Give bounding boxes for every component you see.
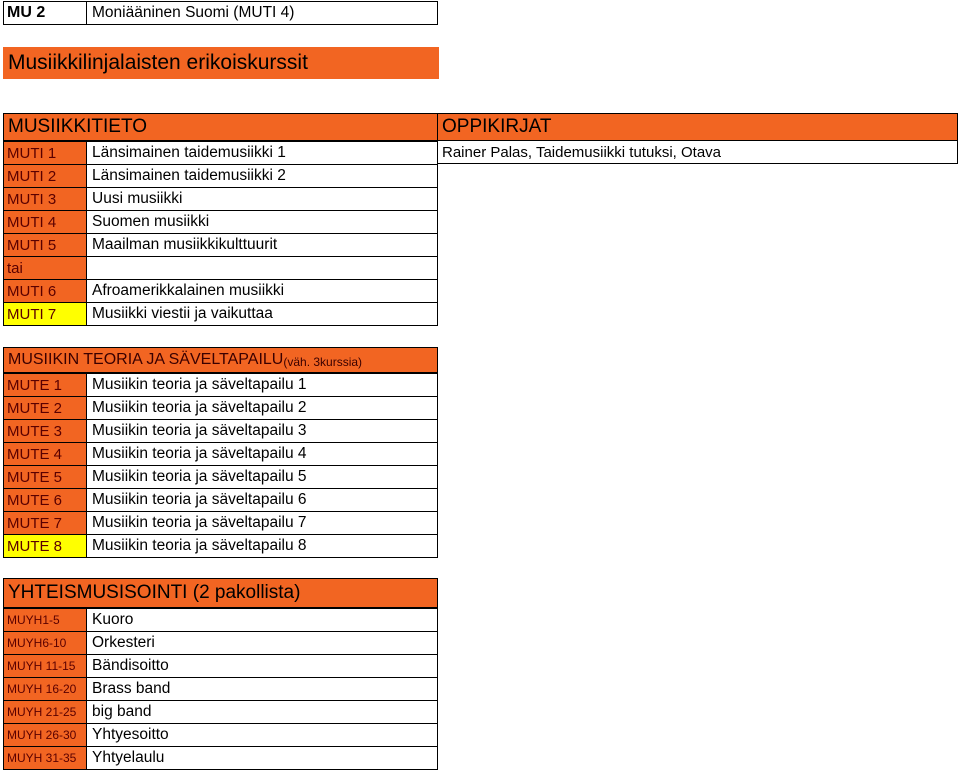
row-code: tai: [3, 256, 87, 280]
top-row-code: MU 2: [3, 1, 87, 25]
row-name: Musiikin teoria ja säveltapailu 5: [86, 465, 438, 489]
row-name: Länsimainen taidemusiikki 2: [86, 164, 438, 188]
row-name: Yhtyesoitto: [86, 723, 438, 747]
row-name: Brass band: [86, 677, 438, 701]
row-name: Musiikin teoria ja säveltapailu 3: [86, 419, 438, 443]
row-name: Afroamerikkalainen musiikki: [86, 279, 438, 303]
row-code: MUYH6-10: [3, 631, 87, 655]
row-name: Maailman musiikkikulttuurit: [86, 233, 438, 257]
row-name: Bändisoitto: [86, 654, 438, 678]
row-code: MUYH 16-20: [3, 677, 87, 701]
row-code: MUTI 4: [3, 210, 87, 234]
row-name: Musiikki viestii ja vaikuttaa: [86, 302, 438, 326]
page-title: Musiikkilinjalaisten erikoiskurssit: [3, 47, 439, 79]
row-code: MUTE 5: [3, 465, 87, 489]
row-name: Orkesteri: [86, 631, 438, 655]
row-name: Musiikin teoria ja säveltapailu 8: [86, 534, 438, 558]
row-code: MUYH 11-15: [3, 654, 87, 678]
row-code: MUTE 8: [3, 534, 87, 558]
row-name: Musiikin teoria ja säveltapailu 2: [86, 396, 438, 420]
row-code: MUTE 2: [3, 396, 87, 420]
yhteismusisointi-header: YHTEISMUSISOINTI (2 pakollista): [3, 578, 438, 608]
row-code: MUTE 6: [3, 488, 87, 512]
teoria-header: [3, 347, 438, 373]
teoria-header-note: (väh. 3kurssia): [283, 355, 363, 369]
row-name: Länsimainen taidemusiikki 1: [86, 141, 438, 165]
row-name: Musiikin teoria ja säveltapailu 4: [86, 442, 438, 466]
row-code: MUYH1-5: [3, 608, 87, 632]
row-code: MUTI 2: [3, 164, 87, 188]
row-code: MUTI 6: [3, 279, 87, 303]
row-code: MUTE 7: [3, 511, 87, 535]
row-name: big band: [86, 700, 438, 724]
row-name: Uusi musiikki: [86, 187, 438, 211]
row-code: MUYH 21-25: [3, 700, 87, 724]
row-code: MUYH 26-30: [3, 723, 87, 747]
oppikirjat-header: OPPIKIRJAT: [437, 113, 958, 141]
row-code: MUTI 7: [3, 302, 87, 326]
row-name: Musiikin teoria ja säveltapailu 1: [86, 373, 438, 397]
row-name: Musiikin teoria ja säveltapailu 6: [86, 488, 438, 512]
row-name: Musiikin teoria ja säveltapailu 7: [86, 511, 438, 535]
row-name: Kuoro: [86, 608, 438, 632]
row-code: MUTI 5: [3, 233, 87, 257]
row-name: Yhtyelaulu: [86, 746, 438, 770]
row-code: MUTE 4: [3, 442, 87, 466]
row-code: MUYH 31-35: [3, 746, 87, 770]
row-name: [86, 256, 438, 280]
row-code: MUTE 1: [3, 373, 87, 397]
row-code: MUTI 1: [3, 141, 87, 165]
teoria-header-title: MUSIIKIN TEORIA JA SÄVELTAPAILU: [8, 351, 284, 368]
row-name: Suomen musiikki: [86, 210, 438, 234]
textbook-cell: Rainer Palas, Taidemusiikki tutuksi, Otava: [437, 140, 958, 164]
row-code: MUTI 3: [3, 187, 87, 211]
row-code: MUTE 3: [3, 419, 87, 443]
musiikkitieto-header: MUSIIKKITIETO: [3, 113, 438, 141]
top-row-name: Moniääninen Suomi (MUTI 4): [86, 1, 438, 25]
